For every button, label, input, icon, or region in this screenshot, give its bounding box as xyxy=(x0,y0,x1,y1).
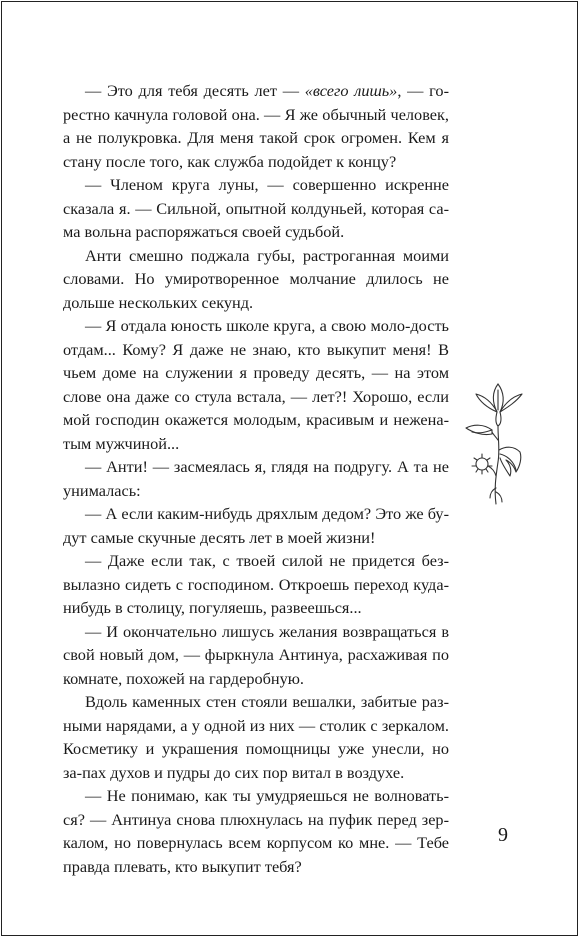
text-segment: , — го- xyxy=(397,81,449,100)
paragraph xyxy=(63,79,449,173)
flower-ornament-icon xyxy=(462,380,534,510)
page-body-text xyxy=(63,79,449,878)
text-segment: Косметику и украшения помощницы уже унесли, но за- xyxy=(63,739,449,782)
text-segment: — Это для тебя десять лет — xyxy=(85,81,305,100)
text-segment: калом, но повернулась всем корпусом ко мне. — Тебе xyxy=(63,833,449,852)
page-number: 9 xyxy=(498,824,508,846)
text-segment: дольше нескольких секунд. xyxy=(63,292,254,312)
text-segment: — Членом круга луны, — совершенно искренне xyxy=(85,175,449,194)
text-segment: я стану после того, как служба подойдет к концу? xyxy=(63,128,450,171)
text-segment: а не полукровка. Для меня такой срок огромен. Кем xyxy=(63,128,436,147)
text-segment: тым мужчиной... xyxy=(63,433,180,453)
paragraph xyxy=(63,784,449,878)
text-segment: ма вольна распоряжаться своей судьбой. xyxy=(63,222,345,241)
text-segment: рестно качнула головой она. — Я же обычный человек, xyxy=(63,104,449,124)
text-segment: ными нарядами, а у одной из них — столик с зеркалом. xyxy=(63,715,449,735)
text-segment: дут самые скучные десять лет в моей жизни! xyxy=(63,527,376,547)
paragraph xyxy=(63,314,449,455)
paragraph xyxy=(63,502,449,549)
paragraph xyxy=(63,244,449,315)
text-segment: В чьем доме на служении я проведу десять, — на этом xyxy=(63,339,450,382)
text-segment: нибудь в столицу, погуляешь, развеешься... xyxy=(63,598,362,617)
text-segment: — Анти! — засмеялась я, глядя на подругу. А та не xyxy=(85,457,449,476)
text-segment: — А если каким-нибудь дряхлым дедом? Это же бу- xyxy=(85,504,449,523)
text-segment: правда плевать, кто выкупит тебя? xyxy=(63,856,302,876)
text-segment: — Даже если так, с твоей силой не придется без- xyxy=(85,551,449,570)
text-segment: Вдоль каменных стен стояли вешалки, забитые раз- xyxy=(85,692,449,711)
paragraph xyxy=(63,620,449,691)
text-segment: — Я отдала юность школе круга, а свою моло- xyxy=(85,316,411,335)
paragraph xyxy=(63,690,449,784)
italic-phrase: «всего лишь» xyxy=(304,81,398,100)
text-segment: сказала я. — Сильной, опытной колдуньей, которая са- xyxy=(63,198,449,218)
text-segment: слове она даже со стула встала, — лет?! Хорошо, если xyxy=(63,386,449,406)
text-segment: ся? — Антинуа снова плюхнулась на пуфик перед зер- xyxy=(63,809,449,829)
text-segment: мой господин окажется молодым, красивым и нежена- xyxy=(63,410,449,429)
text-segment: Анти смешно поджала губы, растроганная моими xyxy=(85,245,449,265)
paragraph xyxy=(63,173,449,244)
paragraph xyxy=(63,455,449,502)
text-segment: вылазно сидеть с господином. Откроешь переход куда- xyxy=(63,574,449,594)
text-segment: в свой новый дом, — фыркнула Антинуа, расхаживая по xyxy=(63,621,449,664)
text-segment: унималась: xyxy=(63,480,141,500)
text-segment: комнате, похожей на гардеробную. xyxy=(63,668,304,688)
paragraph xyxy=(63,549,449,620)
text-segment: пах духов и пудры до сих пор витал в воздухе. xyxy=(82,762,405,782)
text-segment: — И окончательно лишусь желания возвращаться xyxy=(85,621,437,641)
book-page xyxy=(1,1,578,936)
text-segment: дость отдам... Кому? Я даже не знаю, кто выкупит меня! xyxy=(63,316,449,359)
text-segment: словами. Но умиротворенное молчание длилось не xyxy=(63,269,449,288)
text-segment: — Не понимаю, как ты умудряешься не волновать- xyxy=(85,786,449,805)
